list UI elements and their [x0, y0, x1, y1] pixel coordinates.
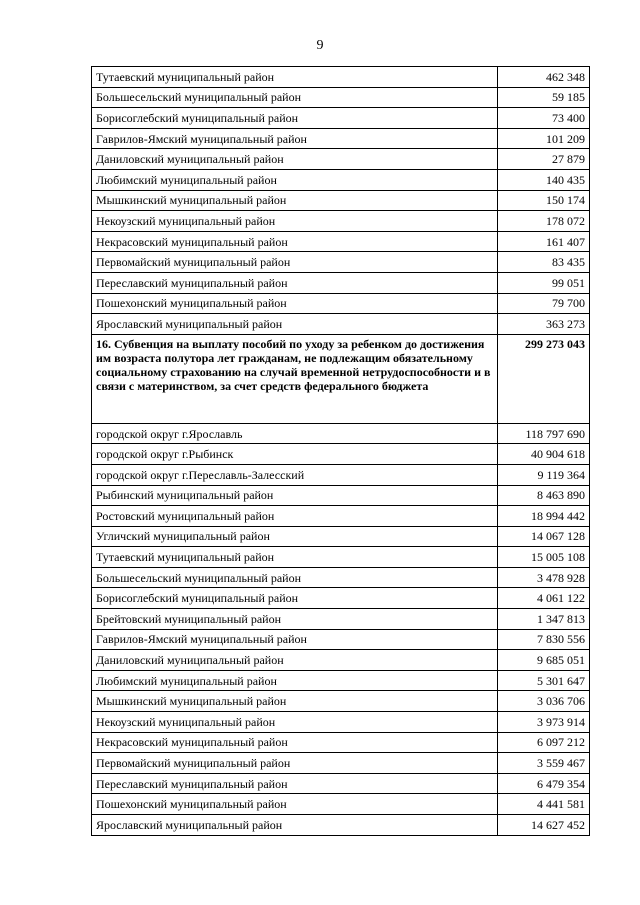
municipality-name: городской округ г.Ярославль — [92, 423, 498, 444]
amount-value: 3 036 706 — [498, 691, 590, 712]
amount-value: 9 119 364 — [498, 464, 590, 485]
municipality-name: Борисоглебский муниципальный район — [92, 588, 498, 609]
municipality-name: Любимский муниципальный район — [92, 169, 498, 190]
municipality-name: Мышкинский муниципальный район — [92, 691, 498, 712]
table-row — [92, 712, 590, 733]
table-row — [92, 293, 590, 314]
amount-value: 462 348 — [498, 67, 590, 88]
municipality-name: Тутаевский муниципальный район — [92, 547, 498, 568]
municipality-name: Некрасовский муниципальный район — [92, 231, 498, 252]
table-row — [92, 506, 590, 527]
table-row — [92, 547, 590, 568]
amount-value: 1 347 813 — [498, 609, 590, 630]
municipality-name: Некрасовский муниципальный район — [92, 732, 498, 753]
amount-value: 83 435 — [498, 252, 590, 273]
table-row — [92, 314, 590, 335]
amount-value: 6 097 212 — [498, 732, 590, 753]
table-row — [92, 670, 590, 691]
amount-value: 59 185 — [498, 87, 590, 108]
table-row — [92, 629, 590, 650]
table-row — [92, 650, 590, 671]
municipality-name: городской округ г.Рыбинск — [92, 444, 498, 465]
amount-value: 161 407 — [498, 231, 590, 252]
table-row — [92, 588, 590, 609]
municipality-name: Мышкинский муниципальный район — [92, 190, 498, 211]
municipality-name: Даниловский муниципальный район — [92, 149, 498, 170]
table-row — [92, 444, 590, 465]
municipality-name: Переславский муниципальный район — [92, 773, 498, 794]
municipality-name: Переславский муниципальный район — [92, 272, 498, 293]
table-row — [92, 231, 590, 252]
municipality-name: Большесельский муниципальный район — [92, 87, 498, 108]
municipality-name: Любимский муниципальный район — [92, 670, 498, 691]
amount-value: 99 051 — [498, 272, 590, 293]
municipality-name: Тутаевский муниципальный район — [92, 67, 498, 88]
amount-value: 9 685 051 — [498, 650, 590, 671]
amount-value: 3 478 928 — [498, 567, 590, 588]
municipality-name: Пошехонский муниципальный район — [92, 293, 498, 314]
municipality-name: Угличский муниципальный район — [92, 526, 498, 547]
table-row — [92, 87, 590, 108]
municipality-name: Брейтовский муниципальный район — [92, 609, 498, 630]
page-number: 9 — [316, 38, 324, 53]
municipality-name: Даниловский муниципальный район — [92, 650, 498, 671]
municipality-name: Некоузский муниципальный район — [92, 712, 498, 733]
table-row — [92, 169, 590, 190]
municipality-name: Гаврилов-Ямский муниципальный район — [92, 128, 498, 149]
amount-value: 40 904 618 — [498, 444, 590, 465]
municipality-name: Пошехонский муниципальный район — [92, 794, 498, 815]
amount-value: 79 700 — [498, 293, 590, 314]
amount-value: 14 627 452 — [498, 815, 590, 836]
amount-value: 14 067 128 — [498, 526, 590, 547]
subsidy-table-body — [92, 67, 590, 836]
subsidy-table — [91, 66, 590, 836]
municipality-name: Ярославский муниципальный район — [92, 815, 498, 836]
table-row — [92, 794, 590, 815]
table-row — [92, 149, 590, 170]
municipality-name: Рыбинский муниципальный район — [92, 485, 498, 506]
table-row — [92, 753, 590, 774]
amount-value: 3 973 914 — [498, 712, 590, 733]
table-row — [92, 485, 590, 506]
amount-value: 18 994 442 — [498, 506, 590, 527]
table-row — [92, 773, 590, 794]
municipality-name: Первомайский муниципальный район — [92, 753, 498, 774]
table-row — [92, 128, 590, 149]
municipality-name: Некоузский муниципальный район — [92, 211, 498, 232]
amount-value: 15 005 108 — [498, 547, 590, 568]
municipality-name: Первомайский муниципальный район — [92, 252, 498, 273]
table-row — [92, 691, 590, 712]
section-header-row — [92, 334, 590, 423]
amount-value: 4 061 122 — [498, 588, 590, 609]
amount-value: 5 301 647 — [498, 670, 590, 691]
amount-value: 140 435 — [498, 169, 590, 190]
amount-value: 3 559 467 — [498, 753, 590, 774]
amount-value: 363 273 — [498, 314, 590, 335]
amount-value: 6 479 354 — [498, 773, 590, 794]
municipality-name: Ярославский муниципальный район — [92, 314, 498, 335]
amount-value: 101 209 — [498, 128, 590, 149]
table-row — [92, 272, 590, 293]
table-row — [92, 108, 590, 129]
section-amount: 299 273 043 — [498, 334, 590, 423]
table-row — [92, 67, 590, 88]
table-row — [92, 464, 590, 485]
municipality-name: Борисоглебский муниципальный район — [92, 108, 498, 129]
municipality-name: Большесельский муниципальный район — [92, 567, 498, 588]
amount-value: 150 174 — [498, 190, 590, 211]
table-row — [92, 252, 590, 273]
table-row — [92, 211, 590, 232]
table-row — [92, 526, 590, 547]
amount-value: 7 830 556 — [498, 629, 590, 650]
table-row — [92, 567, 590, 588]
table-row — [92, 732, 590, 753]
table-row — [92, 190, 590, 211]
amount-value: 178 072 — [498, 211, 590, 232]
amount-value: 73 400 — [498, 108, 590, 129]
amount-value: 118 797 690 — [498, 423, 590, 444]
amount-value: 4 441 581 — [498, 794, 590, 815]
table-row — [92, 815, 590, 836]
amount-value: 8 463 890 — [498, 485, 590, 506]
municipality-name: Ростовский муниципальный район — [92, 506, 498, 527]
section-title: 16. Субвенция на выплату пособий по уходу за ребенком до достижения им возраста полутора лет гражданам, не подлежащим обязательному социальному страхованию на случай временной нетрудоспособности и в связи с материнством, за счет средств федерального бюджета — [92, 334, 498, 423]
table-row — [92, 609, 590, 630]
municipality-name: Гаврилов-Ямский муниципальный район — [92, 629, 498, 650]
table-row — [92, 423, 590, 444]
amount-value: 27 879 — [498, 149, 590, 170]
municipality-name: городской округ г.Переславль-Залесский — [92, 464, 498, 485]
